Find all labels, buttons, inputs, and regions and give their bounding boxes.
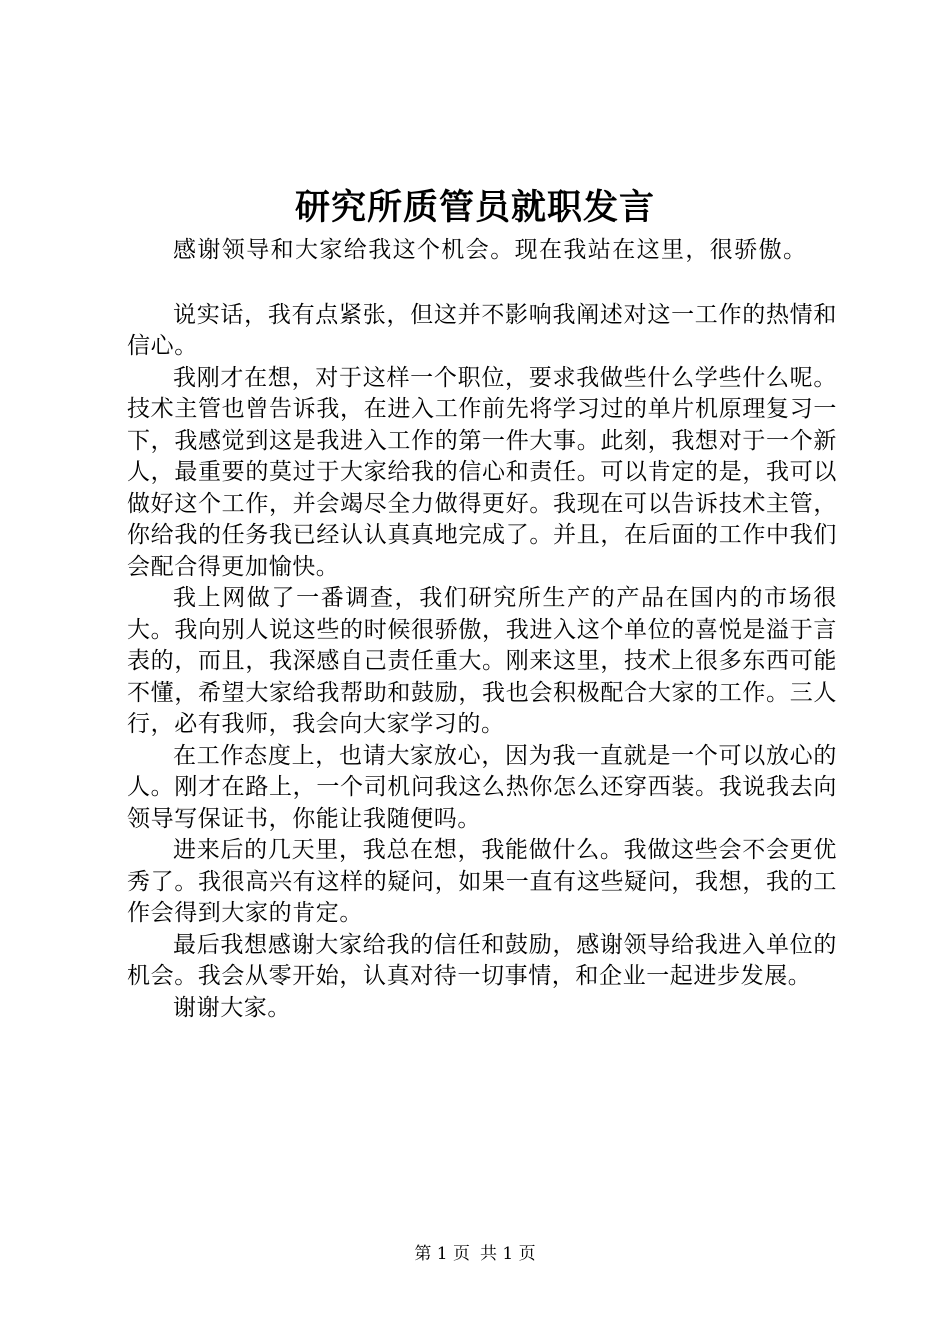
paragraph: 最后我想感谢大家给我的信任和鼓励，感谢领导给我进入单位的机会。我会从零开始，认真对待一切事情，和企业一起进步发展。: [127, 931, 837, 989]
paragraph: 我上网做了一番调查，我们研究所生产的产品在国内的市场很大。我向别人说这些的时候很骄傲，我进入这个单位的喜悦是溢于言表的，而且，我深感自己责任重大。刚来这里，技术上很多东西可能不懂，希望大家给我帮助和鼓励，我也会积极配合大家的工作。三人行，必有我师，我会向大家学习的。: [127, 585, 837, 737]
paragraph: 在工作态度上，也请大家放心，因为我一直就是一个可以放心的人。刚才在路上，一个司机问我这么热你怎么还穿西装。我说我去向领导写保证书，你能让我随便吗。: [127, 742, 837, 832]
paragraph-opening: 感谢领导和大家给我这个机会。现在我站在这里，很骄傲。: [173, 237, 808, 263]
document-body: [127, 235, 837, 1024]
page-total: 共 1 页: [480, 1244, 536, 1264]
document-title: 研究所质管员就职发言: [294, 187, 655, 228]
page-number: 第 1 页: [414, 1244, 470, 1264]
page-footer: [0, 1243, 950, 1265]
paragraph: 进来后的几天里，我总在想，我能做什么。我做这些会不会更优秀了。我很高兴有这样的疑问，如果一直有这些疑问，我想，我的工作会得到大家的肯定。: [127, 837, 837, 926]
paragraph: 我刚才在想，对于这样一个职位，要求我做些什么学些什么呢。技术主管也曾告诉我，在进入工作前先将学习过的单片机原理复习一下，我感觉到这是我进入工作的第一件大事。此刻，我想对于一个新人，最重要的莫过于大家给我的信心和责任。可以肯定的是，我可以做好这个工作，并会竭尽全力做得更好。我现在可以告诉技术主管，你给我的任务我已经认认真真地完成了。并且，在后面的工作中我们会配合得更加愉快。: [127, 364, 837, 580]
paragraph-spacer: [127, 267, 837, 300]
paragraph-closing: 谢谢大家。: [173, 994, 291, 1021]
paragraph: 说实话，我有点紧张，但这并不影响我阐述对这一工作的热情和信心。: [127, 301, 837, 359]
